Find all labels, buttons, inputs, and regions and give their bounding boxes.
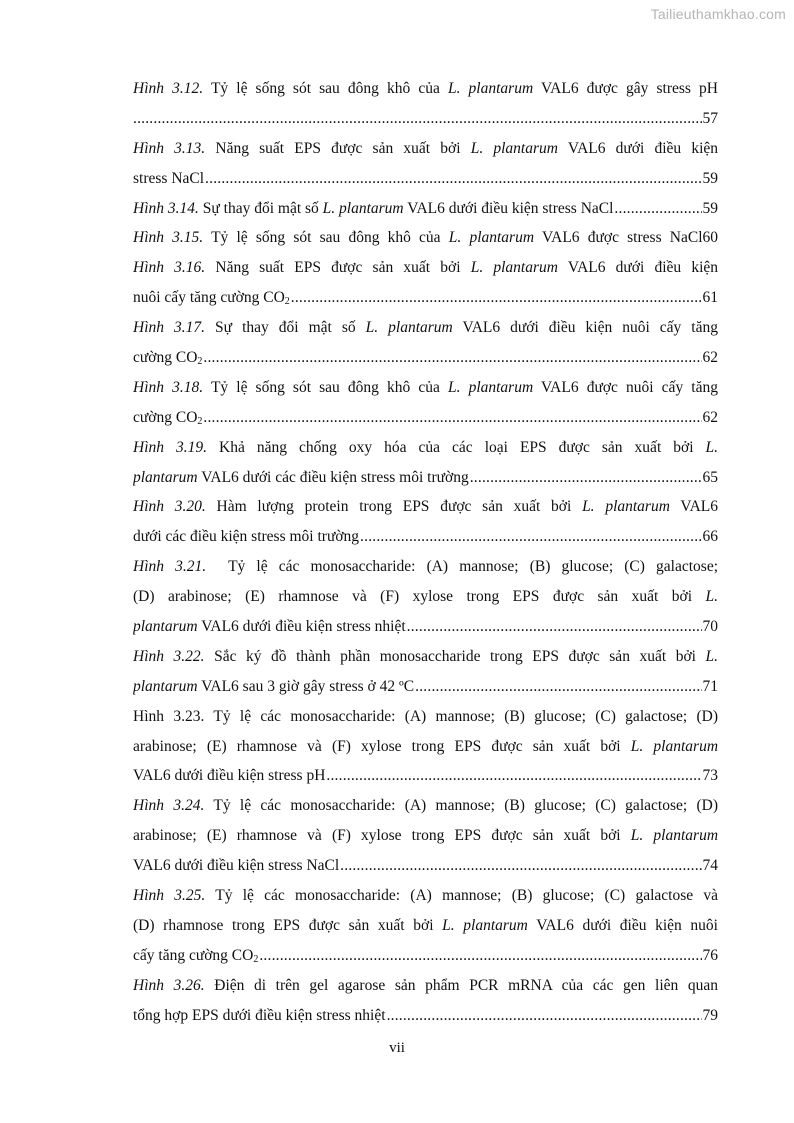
list-item-continued: arabinose; (E) rhamnose và (F) xylose trong EPS được sản xuất bởi L. plantarum [133,827,718,845]
page-ref: 59 [702,169,718,187]
list-item: Hình 3.17. Sự thay đổi mật số L. plantarum VAL6 dưới điều kiện nuôi cấy tăng [133,319,718,337]
watermark: Tailieuthamkhao.com [650,6,786,22]
list-item: Hình 3.22. Sắc ký đồ thành phần monosaccharide trong EPS được sản xuất bởi L. [133,647,718,665]
list-item-leader: VAL6 dưới điều kiện stress pH ..... 73 [133,761,718,791]
list-item: Hình 3.18. Tỷ lệ sống sót sau đông khô của L. plantarum VAL6 được nuôi cấy tăng [133,378,718,396]
list-item: Hình 3.19. Khả năng chống oxy hóa của các loại EPS được sản xuất bởi L. [133,438,718,456]
list-item-leader: plantarum VAL6 dưới điều kiện stress nhiệt ..... 70 [133,612,718,642]
list-item-leader: stress NaCl ..... 59 [133,164,718,194]
list-item-leader: dưới các điều kiện stress môi trường ..... 66 [133,522,718,552]
list-item-continued: (D) arabinose; (E) rhamnose và (F) xylose trong EPS được sản xuất bởi L. [133,588,718,606]
page-ref: 70 [702,618,718,636]
list-of-figures [133,74,718,1031]
list-item: Hình 3.25. Tỷ lệ các monosaccharide: (A) mannose; (B) glucose; (C) galactose và [133,887,718,905]
list-item: Hình 3.15. Tỷ lệ sống sót sau đông khô của L. plantarum VAL6 được stress NaCl60 [133,229,718,247]
list-item-leader: plantarum VAL6 dưới các điều kiện stress môi trường ..... 65 [133,463,718,493]
page-ref: 66 [702,528,718,546]
list-item-leader: tổng hợp EPS dưới điều kiện stress nhiệt ..... 79 [133,1001,718,1031]
page-ref: 62 [702,408,718,426]
list-item: Hình 3.13. Năng suất EPS được sản xuất bởi L. plantarum VAL6 dưới điều kiện [133,139,718,157]
list-item: Hình 3.26. Điện di trên gel agarose sản phẩm PCR mRNA của các gen liên quan [133,976,718,994]
page-ref: 61 [702,289,718,307]
list-item: Hình 3.24. Tỷ lệ các monosaccharide: (A) mannose; (B) glucose; (C) galactose; (D) [133,797,718,815]
list-item-leader: nuôi cấy tăng cường $CO_2$ ..... 61 [133,283,718,313]
list-item: Hình 3.20. Hàm lượng protein trong EPS được sản xuất bởi L. plantarum VAL6 [133,498,718,516]
page-ref: 71 [702,677,718,695]
page-ref: 74 [702,857,718,875]
page-ref: 57 [702,109,718,127]
page-ref: 59 [702,199,718,217]
list-item: Hình 3.12. Tỷ lệ sống sót sau đông khô của L. plantarum VAL6 được gây stress pH [133,80,718,97]
list-item-continued: arabinose; (E) rhamnose và (F) xylose trong EPS được sản xuất bởi L. plantarum [133,737,718,755]
page-ref: 76 [702,946,718,964]
page-ref: 73 [702,767,718,785]
list-item: Hình 3.23. Tỷ lệ các monosaccharide: (A) mannose; (B) glucose; (C) galactose; (D) [133,707,718,725]
list-item: Hình 3.16. Năng suất EPS được sản xuất bởi L. plantarum VAL6 dưới điều kiện [133,259,718,277]
page-ref: 65 [702,468,718,486]
page-ref: 62 [702,349,718,367]
page-ref: 60 [702,229,718,247]
list-item-leader [133,104,718,134]
list-item-leader: cường $CO_2$ ..... 62 [133,343,718,373]
list-item-leader: plantarum VAL6 sau 3 giờ gây stress ở 42 ºC ..... 71 [133,672,718,702]
list-item-continued: (D) rhamnose trong EPS được sản xuất bởi L. plantarum VAL6 dưới điều kiện nuôi [133,916,718,934]
list-item: Hình 3.21. Tỷ lệ các monosaccharide: (A) mannose; (B) glucose; (C) galactose; [133,558,718,576]
list-item: Hình 3.14. Sự thay đổi mật số L. plantarum VAL6 dưới điều kiện stress NaCl ..... 59 [133,194,718,224]
page-ref: 79 [702,1006,718,1024]
list-item-leader: cường $CO_2$ ..... 62 [133,403,718,433]
list-item-leader: cấy tăng cường $CO_2$ ..... 76 [133,941,718,971]
page-number: vii [389,1040,405,1056]
list-item-leader: VAL6 dưới điều kiện stress NaCl ..... 74 [133,851,718,881]
